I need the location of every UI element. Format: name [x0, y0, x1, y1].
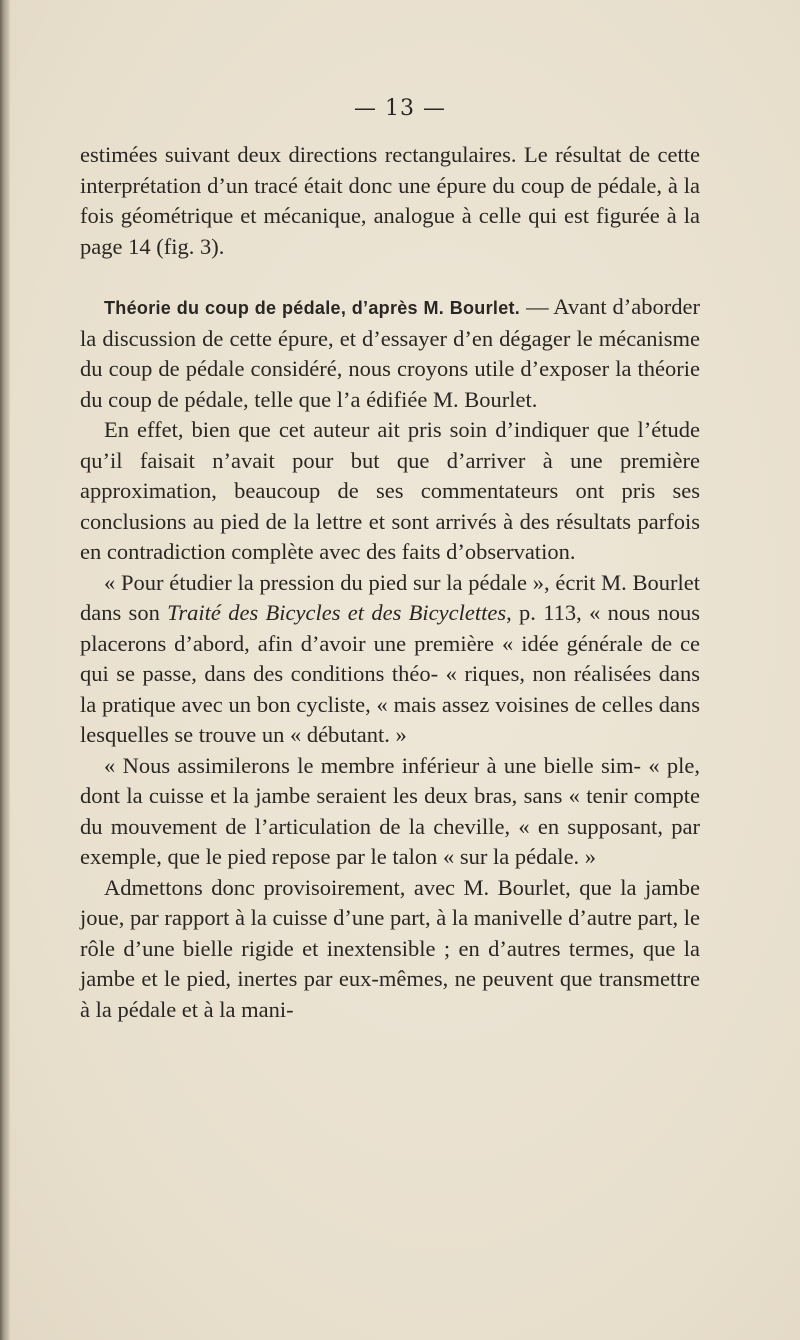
paragraph-quote-bourlet	[80, 568, 700, 751]
paragraph-approximation: En effet, bien que cet auteur ait pris soin d’indiquer que l’étude qu’il faisait n’avait pour but que d’arriver à une première approximation, beaucoup de ses commentateurs ont pris ses conclusions au pied de la lettre et sont arrivés à des résultats parfois en contradiction complète avec des faits d’observation.	[80, 417, 700, 564]
section-spacer	[80, 262, 700, 292]
paragraph-section-theory	[80, 292, 700, 415]
section-heading: Théorie du coup de pédale, d’après M. Bourlet.	[104, 298, 521, 318]
paragraph-admettons: Admettons donc provisoirement, avec M. Bourlet, que la jambe joue, par rapport à la cuisse d’une part, à la manivelle d’autre part, le rôle d’une bielle rigide et inextensible ; en d’autres termes, que la jambe et le pied, inertes par eux-mêmes, ne peuvent que transmettre à la pédale et à la mani-	[80, 874, 700, 1022]
binding-edge	[0, 0, 10, 1340]
paragraph-continuation: estimées suivant deux directions rectangulaires. Le résultat de cette interprétation d’un tracé était donc une épure du coup de pédale, à la fois géométrique et mécanique, analogue à celle qui est figurée à la page 14 (fig. 3).	[80, 142, 700, 259]
page-number: — 13 —	[354, 96, 446, 121]
section-heading-text: — Avant d’aborder la discussion de cette épure, et d’essayer d’en dégager le mécanisme du coup de pédale considéré, nous croyons utile d’exposer la théorie du coup de pédale, telle que l’a édifiée M. Bourlet.	[80, 294, 700, 412]
body-text	[80, 140, 700, 1025]
quote-body: , p. 113, « nous nous placerons d’abord, afin d’avoir une première « idée générale de ce qui se passe, dans des conditions théo- « riques, non réalisées dans la pratique avec un bon cycliste, « mais assez voisines de celles dans lesquelles se trouve un « débutant. »	[80, 600, 700, 747]
quote-intro: « Pour étudier la pression du pied sur la pédale », écrit M. Bourlet dans son	[80, 569, 700, 625]
book-title: Traité des Bicycles et des Bicyclettes	[167, 600, 507, 625]
paragraph-quote-bielle: « Nous assimilerons le membre inférieur à une bielle sim- « ple, dont la cuisse et la jambe seraient les deux bras, sans « tenir compte du mouvement de l’articulation de la cheville, « en supposant, par exemple, que le pied repose par le talon « sur la pédale. »	[80, 752, 700, 869]
